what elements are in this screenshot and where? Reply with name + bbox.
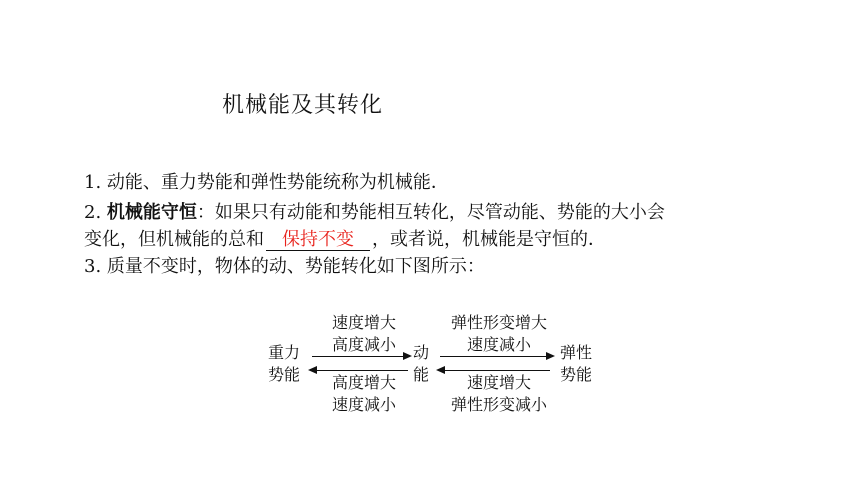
right-top-labels	[442, 312, 556, 356]
gravity-pe-line2: 势能	[268, 365, 301, 384]
blank-answer: 保持不变	[282, 229, 354, 250]
arrowhead-right-icon	[546, 352, 555, 360]
arrow-to-elastic-pe	[440, 356, 548, 357]
left-top-labels	[324, 312, 404, 356]
right-bottom-label-1: 速度增大	[466, 373, 531, 392]
section-title: 机械能及其转化	[222, 93, 384, 118]
item-3-number: 3.	[84, 256, 102, 277]
arrow-to-gravity-pe	[314, 370, 408, 371]
item-2-text-b: 变化，但机械能的总和	[84, 229, 264, 250]
right-top-label-2: 速度减小	[466, 335, 531, 354]
left-bottom-labels	[324, 372, 404, 416]
elastic-pe-line1: 弹性	[560, 343, 593, 362]
left-bottom-label-2: 速度减小	[331, 395, 396, 414]
item-1-number: 1.	[84, 172, 102, 193]
item-1	[84, 169, 449, 196]
gravity-pe-line1: 重力	[268, 343, 301, 362]
item-1-text: 动能、重力势能和弹性势能统称为机械能．	[106, 172, 449, 193]
item-3-text: 质量不变时，物体的动、势能转化如下图所示：	[106, 256, 485, 277]
arrow-to-kinetic	[312, 356, 406, 357]
left-top-label-1: 速度增大	[331, 313, 396, 332]
item-2-continued	[84, 226, 606, 253]
kinetic-energy-label	[413, 342, 429, 386]
arrowhead-left-icon	[308, 366, 317, 374]
fill-in-blank	[266, 230, 370, 251]
energy-conversion-diagram	[262, 312, 608, 418]
item-2-number: 2.	[84, 202, 102, 223]
right-bottom-label-2: 弹性形变减小	[450, 395, 547, 414]
kinetic-line2: 能	[413, 365, 430, 384]
item-2-text-a: ：如果只有动能和势能相互转化，尽管动能、势能的大小会	[196, 202, 665, 223]
kinetic-line1: 动	[413, 343, 430, 362]
left-top-label-2: 高度减小	[331, 335, 396, 354]
elastic-pe-label	[560, 342, 592, 386]
item-2-text-c: ，或者说，机械能是守恒的．	[372, 229, 606, 250]
right-bottom-labels	[442, 372, 556, 416]
arrow-to-kinetic-from-elastic	[442, 370, 550, 371]
arrowhead-right-icon	[403, 352, 412, 360]
right-top-label-1: 弹性形变增大	[450, 313, 547, 332]
left-bottom-label-1: 高度增大	[331, 373, 396, 392]
item-3	[84, 253, 485, 280]
gravity-pe-label	[268, 342, 300, 386]
elastic-pe-line2: 势能	[560, 365, 593, 384]
item-2-bold-term: 机械能守恒	[106, 202, 197, 223]
item-2	[84, 199, 665, 226]
